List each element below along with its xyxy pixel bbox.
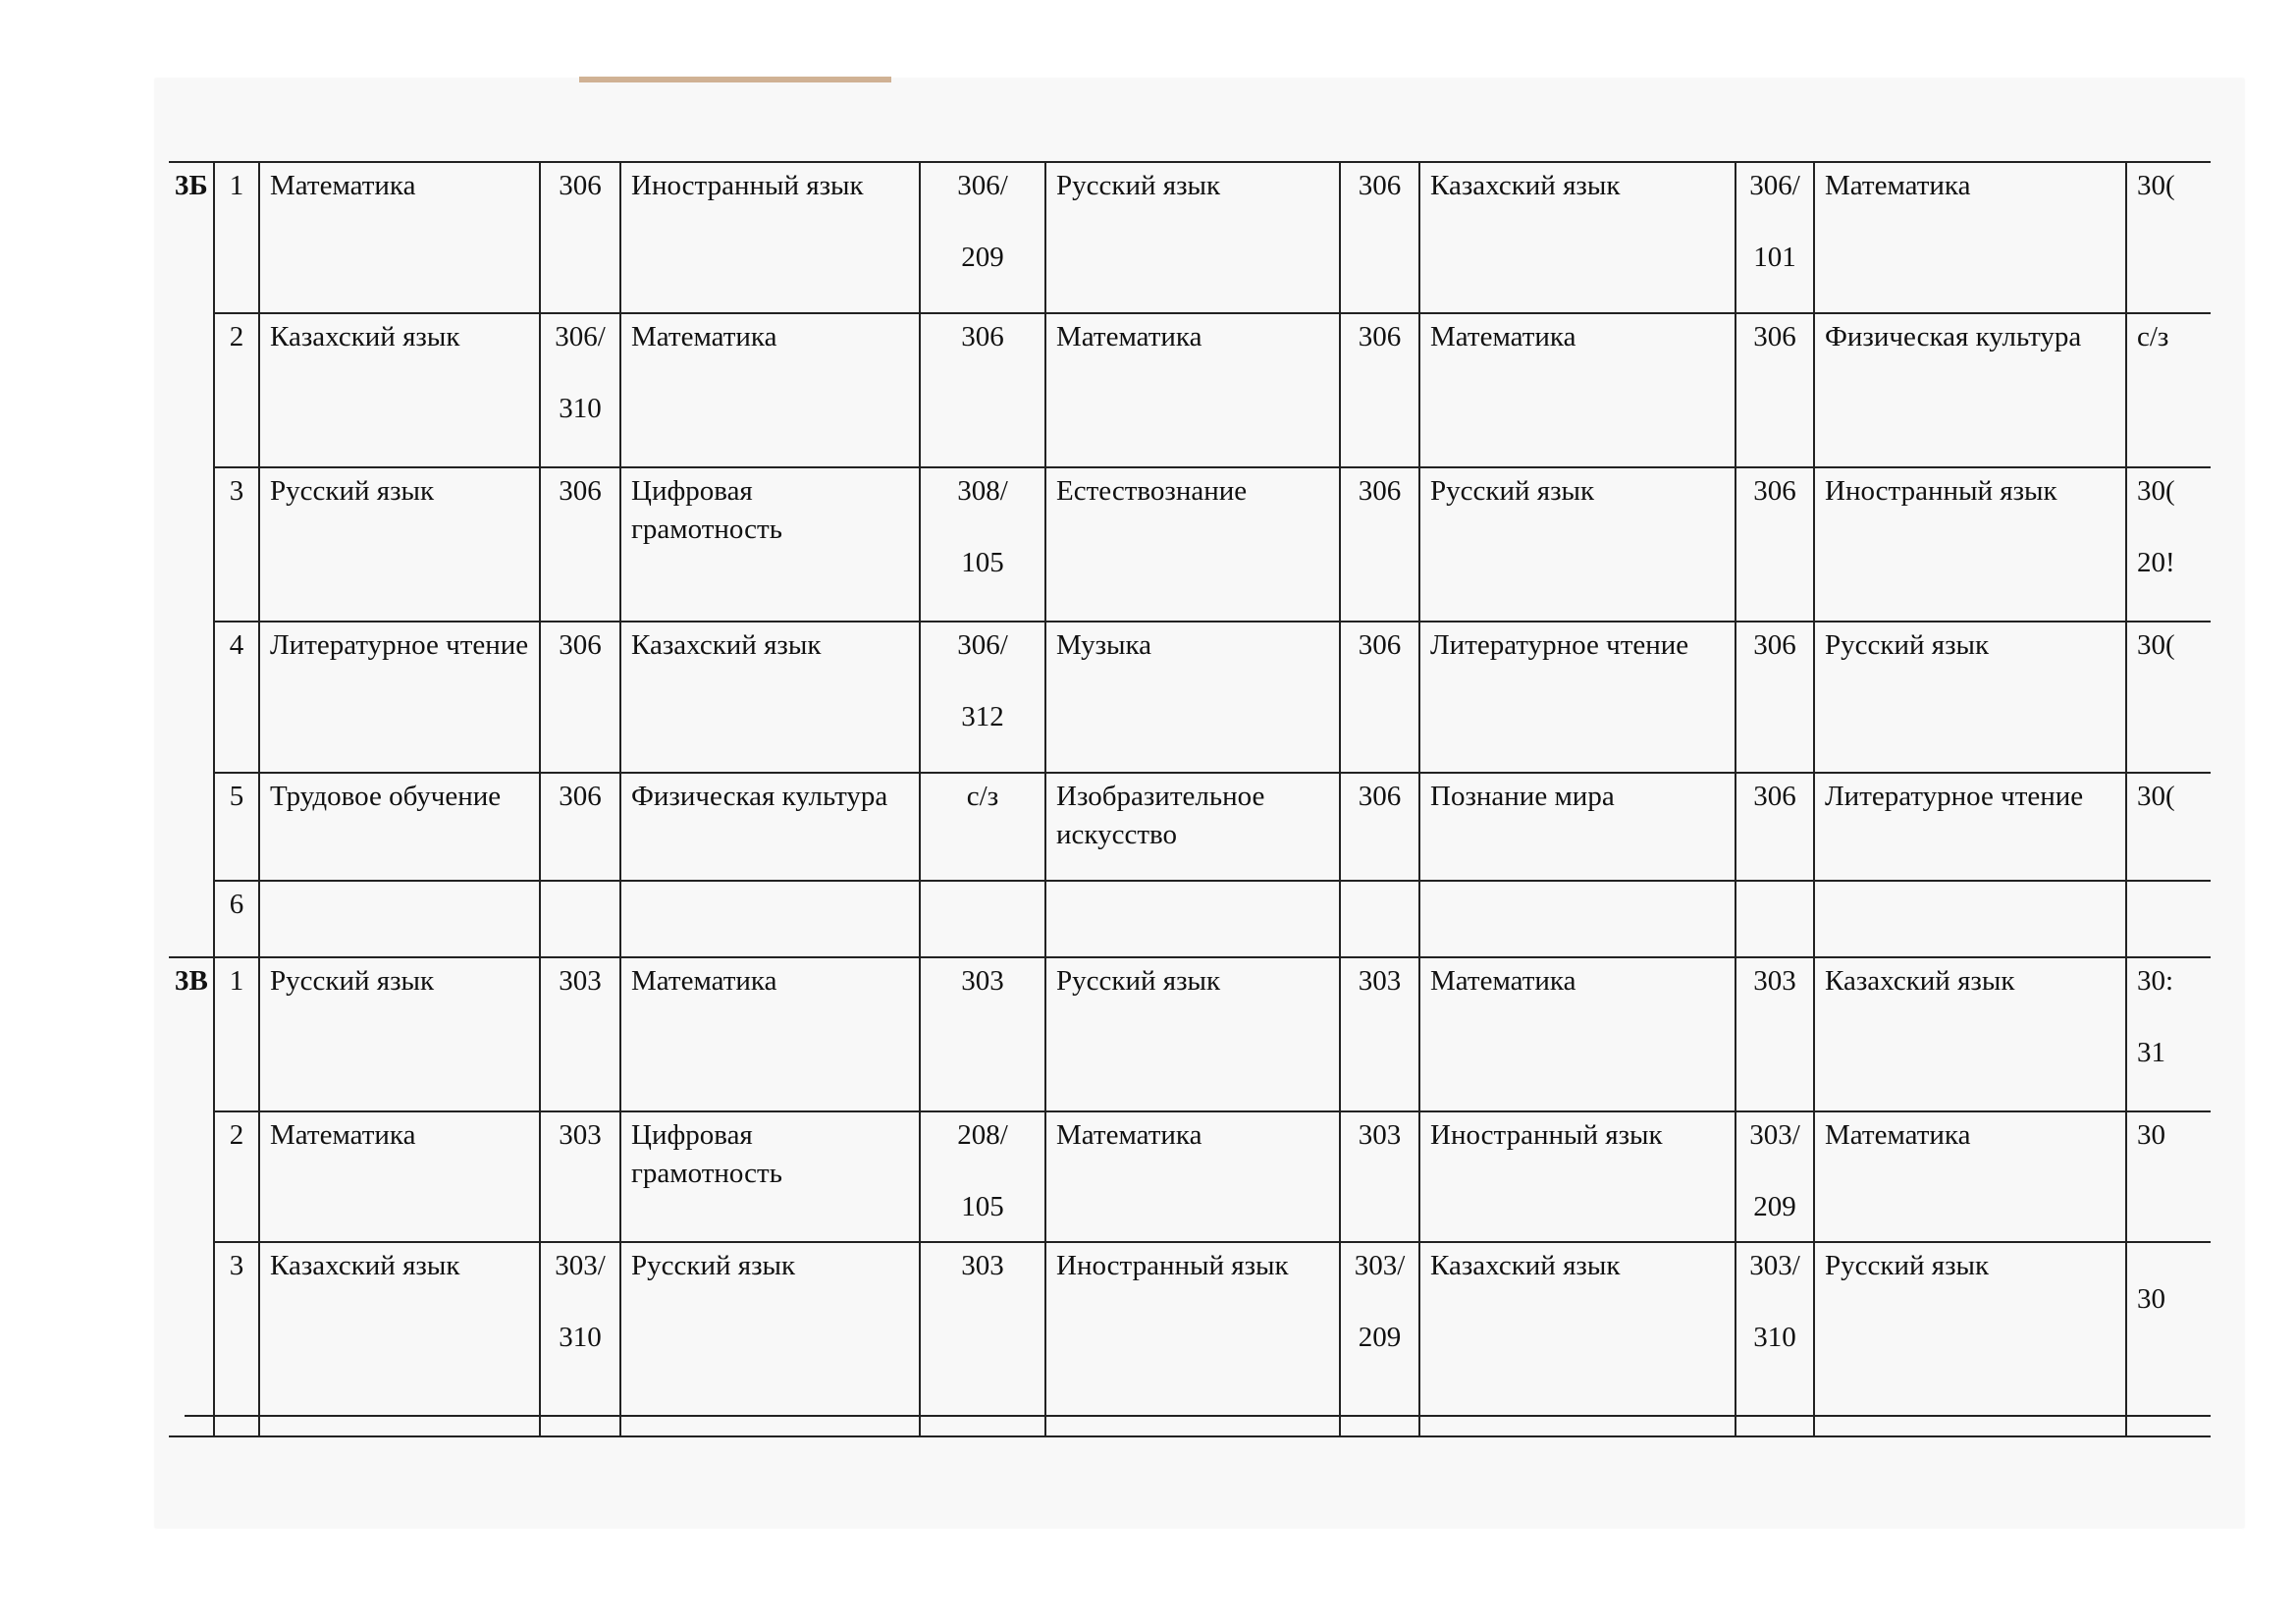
room-cell: 30( (2126, 622, 2211, 773)
room-cell: 30 (2126, 1242, 2211, 1436)
table-row (169, 467, 2211, 622)
subject-cell: Русский язык (259, 467, 540, 622)
subject-cell: Математика (1814, 1111, 2126, 1242)
room-cell (2126, 881, 2211, 957)
room-cell: 30( (2126, 773, 2211, 881)
subject-cell: Трудовое обучение (259, 773, 540, 881)
subject-cell: Русский язык (259, 957, 540, 1111)
subject-cell: Математика (620, 313, 920, 467)
subject-cell: Цифровая грамотность (620, 1111, 920, 1242)
room-cell: 306 (540, 622, 620, 773)
room-cell: 303 (1735, 957, 1814, 1111)
subject-cell: Казахский язык (620, 622, 920, 773)
subject-cell (1814, 881, 2126, 957)
table-row (169, 622, 2211, 773)
subject-cell: Русский язык (1045, 162, 1340, 313)
class-label: 3В (169, 957, 214, 1436)
subject-cell: Иностранный язык (1419, 1111, 1735, 1242)
room-cell: 303/ 310 (540, 1242, 620, 1436)
subject-cell: Изобразительное искусство (1045, 773, 1340, 881)
subject-cell: Литературное чтение (1419, 622, 1735, 773)
room-cell (540, 881, 620, 957)
room-cell: с/з (2126, 313, 2211, 467)
room-cell: 306 (1340, 622, 1419, 773)
subject-cell: Физическая культура (1814, 313, 2126, 467)
room-cell: 303 (540, 957, 620, 1111)
room-cell: 306/ 209 (920, 162, 1045, 313)
lesson-number: 3 (214, 1242, 259, 1436)
table-row (169, 1242, 2211, 1436)
room-cell: 306 (1340, 773, 1419, 881)
subject-cell (1419, 881, 1735, 957)
subject-cell: Математика (1419, 957, 1735, 1111)
subject-cell: Русский язык (620, 1242, 920, 1436)
subject-cell (1045, 881, 1340, 957)
subject-cell (259, 881, 540, 957)
lesson-number: 1 (214, 162, 259, 313)
room-cell: 303 (920, 957, 1045, 1111)
lesson-number: 6 (214, 881, 259, 957)
room-cell: 30 (2126, 1111, 2211, 1242)
room-cell: 303/ 209 (1340, 1242, 1419, 1436)
schedule-table-container (169, 161, 2211, 1437)
lesson-number: 4 (214, 622, 259, 773)
subject-cell: Иностранный язык (1045, 1242, 1340, 1436)
table-row (169, 881, 2211, 957)
subject-cell: Казахский язык (1419, 162, 1735, 313)
subject-cell: Казахский язык (259, 313, 540, 467)
room-cell: 306 (540, 162, 620, 313)
subject-cell: Русский язык (1419, 467, 1735, 622)
room-cell: 303 (540, 1111, 620, 1242)
subject-cell: Физическая культура (620, 773, 920, 881)
room-cell: 306 (1340, 162, 1419, 313)
room-cell: 303 (920, 1242, 1045, 1436)
room-cell: с/з (920, 773, 1045, 881)
room-cell: 303/ 310 (1735, 1242, 1814, 1436)
subject-cell: Русский язык (1814, 622, 2126, 773)
subject-cell: Иностранный язык (620, 162, 920, 313)
room-cell: 30( 20! (2126, 467, 2211, 622)
subject-cell: Цифровая грамотность (620, 467, 920, 622)
room-cell (1340, 881, 1419, 957)
lesson-number: 2 (214, 313, 259, 467)
subject-cell: Познание мира (1419, 773, 1735, 881)
subject-cell: Казахский язык (1419, 1242, 1735, 1436)
table-row (169, 313, 2211, 467)
table-row (169, 773, 2211, 881)
room-cell: 306 (1735, 467, 1814, 622)
subject-cell: Математика (259, 162, 540, 313)
subject-cell: Математика (1419, 313, 1735, 467)
lesson-number: 1 (214, 957, 259, 1111)
room-cell: 306/ 101 (1735, 162, 1814, 313)
room-cell: 306 (1735, 313, 1814, 467)
room-cell: 303 (1340, 957, 1419, 1111)
room-cell: 306 (1340, 313, 1419, 467)
room-cell: 306 (540, 467, 620, 622)
room-cell: 306/ 312 (920, 622, 1045, 773)
subject-cell: Математика (620, 957, 920, 1111)
room-cell: 306 (920, 313, 1045, 467)
room-cell: 30: 31 (2126, 957, 2211, 1111)
subject-cell: Казахский язык (1814, 957, 2126, 1111)
lesson-number: 3 (214, 467, 259, 622)
table-row (169, 957, 2211, 1111)
subject-cell: Казахский язык (259, 1242, 540, 1436)
subject-cell: Русский язык (1045, 957, 1340, 1111)
subject-cell: Музыка (1045, 622, 1340, 773)
room-cell: 303/ 209 (1735, 1111, 1814, 1242)
room-cell (920, 881, 1045, 957)
room-cell: 308/ 105 (920, 467, 1045, 622)
schedule-table (169, 161, 2211, 1437)
subject-cell (620, 881, 920, 957)
room-cell: 306 (1735, 773, 1814, 881)
schedule-body (169, 162, 2211, 1436)
subject-cell: Естествознание (1045, 467, 1340, 622)
subject-cell: Литературное чтение (259, 622, 540, 773)
subject-cell: Математика (259, 1111, 540, 1242)
subject-cell: Русский язык (1814, 1242, 2126, 1436)
lesson-number: 5 (214, 773, 259, 881)
room-cell: 306 (540, 773, 620, 881)
room-cell: 303 (1340, 1111, 1419, 1242)
room-cell (1735, 881, 1814, 957)
room-cell: 30( (2126, 162, 2211, 313)
subject-cell: Математика (1045, 313, 1340, 467)
tape-strip (579, 77, 891, 82)
subject-cell: Математика (1045, 1111, 1340, 1242)
room-cell: 306 (1735, 622, 1814, 773)
table-row (169, 162, 2211, 313)
room-cell: 306 (1340, 467, 1419, 622)
lesson-number: 2 (214, 1111, 259, 1242)
subject-cell: Математика (1814, 162, 2126, 313)
subject-cell: Литературное чтение (1814, 773, 2126, 881)
room-cell: 306/ 310 (540, 313, 620, 467)
class-label: 3Б (169, 162, 214, 957)
bottom-rule (185, 1415, 2211, 1417)
table-row (169, 1111, 2211, 1242)
room-cell: 208/ 105 (920, 1111, 1045, 1242)
subject-cell: Иностранный язык (1814, 467, 2126, 622)
